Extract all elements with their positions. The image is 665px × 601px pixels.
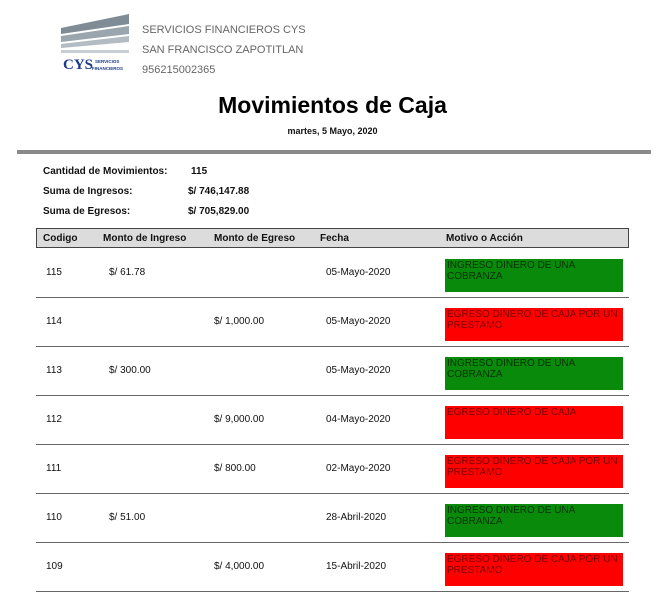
report-title: Movimientos de Caja xyxy=(218,92,447,118)
cell-expense: $/ 800.00 xyxy=(214,463,256,474)
cell-date: 05-Mayo-2020 xyxy=(326,316,391,327)
table-header xyxy=(36,228,629,248)
cell-code: 114 xyxy=(46,316,62,327)
count-label: Cantidad de Movimientos: xyxy=(43,166,168,177)
table-row xyxy=(36,444,629,494)
cell-date: 05-Mayo-2020 xyxy=(326,267,391,278)
header-fecha: Fecha xyxy=(320,233,349,244)
company-info xyxy=(142,20,306,80)
table-row xyxy=(36,297,629,347)
income-sum-label: Suma de Ingresos: xyxy=(43,186,133,197)
reason-badge: EGRESO DINERO DE CAJA xyxy=(445,406,623,439)
company-location: SAN FRANCISCO ZAPOTITLAN xyxy=(142,44,304,56)
cell-date: 05-Mayo-2020 xyxy=(326,365,391,376)
company-phone: 956215002365 xyxy=(142,64,216,76)
cell-expense: $/ 1,000.00 xyxy=(214,316,265,327)
svg-text:FINANCIEROS: FINANCIEROS xyxy=(92,66,124,71)
count-value: 115 xyxy=(191,166,208,177)
header-ingreso: Monto de Ingreso xyxy=(103,233,187,244)
table-row xyxy=(36,346,629,396)
reason-badge: INGRESO DINERO DE UNA COBRANZA xyxy=(445,259,623,292)
cell-expense: $/ 9,000.00 xyxy=(214,414,265,425)
divider xyxy=(17,150,651,154)
reason-badge: EGRESO DINERO DE CAJA POR UN PRESTAMO xyxy=(445,308,623,341)
cell-code: 111 xyxy=(46,463,62,474)
reason-badge: INGRESO DINERO DE UNA COBRANZA xyxy=(445,504,623,537)
reason-badge: EGRESO DINERO DE CAJA POR UN PRESTAMO xyxy=(445,455,623,488)
cell-income: $/ 61.78 xyxy=(109,267,146,278)
expense-sum-label: Suma de Egresos: xyxy=(43,206,131,217)
header-codigo: Codigo xyxy=(43,233,78,244)
report-date: martes, 5 Mayo, 2020 xyxy=(287,126,378,136)
expense-sum-value: $/ 705,829.00 xyxy=(188,206,250,217)
income-sum-value: $/ 746,147.88 xyxy=(188,186,250,197)
table-row xyxy=(36,248,629,298)
cell-code: 115 xyxy=(46,267,62,278)
table-row xyxy=(36,542,629,592)
cell-code: 109 xyxy=(46,561,63,572)
cell-date: 15-Abril-2020 xyxy=(326,561,387,572)
cell-expense: $/ 4,000.00 xyxy=(214,561,265,572)
cell-date: 28-Abril-2020 xyxy=(326,512,387,523)
cell-income: $/ 51.00 xyxy=(109,512,146,523)
cell-code: 113 xyxy=(46,365,62,376)
cell-income: $/ 300.00 xyxy=(109,365,151,376)
svg-text:SERVICIOS: SERVICIOS xyxy=(95,59,120,64)
building-logo-icon xyxy=(57,10,133,78)
cell-date: 04-Mayo-2020 xyxy=(326,414,391,425)
header-motivo: Motivo o Acción xyxy=(446,233,523,244)
reason-badge: INGRESO DINERO DE UNA COBRANZA xyxy=(445,357,623,390)
company-name: SERVICIOS FINANCIEROS CYS xyxy=(142,24,306,36)
cell-code: 112 xyxy=(46,414,62,425)
reason-badge: EGRESO DINERO DE CAJA POR UN PRESTAMO xyxy=(445,553,623,586)
company-logo xyxy=(57,10,133,78)
table-row xyxy=(36,493,629,543)
header-egreso: Monto de Egreso xyxy=(214,233,296,244)
logo-letters: CYS xyxy=(63,57,94,73)
cell-code: 110 xyxy=(46,512,62,523)
cell-date: 02-Mayo-2020 xyxy=(326,463,391,474)
table-row xyxy=(36,395,629,445)
